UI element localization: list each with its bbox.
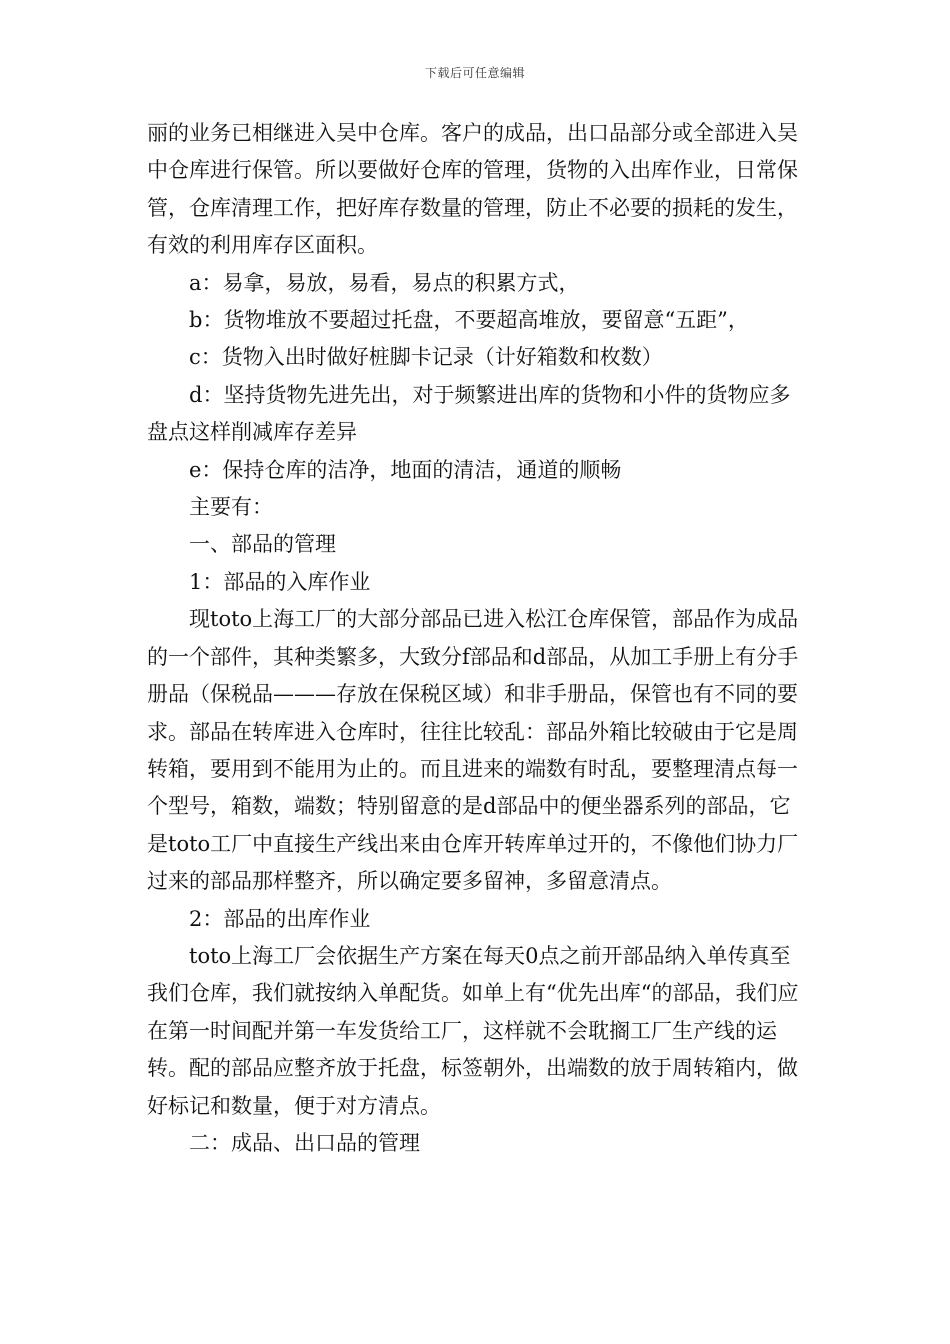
paragraph-item-a: a：易拿，易放，易看，易点的积累方式， (189, 270, 580, 295)
paragraph-item-e: e：保持仓库的洁净，地面的清洁，通道的顺畅 (189, 457, 622, 482)
subsection-heading-inbound: 1：部品的入库作业 (189, 569, 371, 594)
paragraph-intro: 丽的业务已相继进入吴中仓库。客户的成品，出口品部分或全部进入吴中仓库进行保管。所以要做好仓库的管理，货物的入出库作业，日常保管，仓库清理工作，把好库存数量的管理，防止不必要的损耗的发生，有效的利用库存区面积。 (147, 121, 798, 258)
page-header: 下载后可任意编辑 (424, 66, 525, 80)
document-body (147, 115, 811, 1162)
paragraph-outbound: toto上海工厂会依据生产方案在每天0点之前开部品纳入单传真至我们仓库，我们就按纳入单配货。如单上有“优先出库“的部品，我们应在第一时间配并第一车发货给工厂，这样就不会耽搁工厂生产线的运转。配的部品应整齐放于托盘，标签朝外，出端数的放于周转箱内，做好标记和数量，便于对方清点。 (147, 943, 799, 1118)
paragraph-main-heading: 主要有： (189, 495, 273, 520)
section-heading-finished-goods: 二：成品、出口品的管理 (189, 1130, 420, 1155)
paragraph-inbound: 现toto上海工厂的大部分部品已进入松江仓库保管，部品作为成品的一个部件，其种类繁多，大致分f部品和d部品，从加工手册上有分手册品（保税品———存放在保税区域）和非手册品，保管也有不同的要求。部品在转库进入仓库时，往往比较乱：部品外箱比较破由于它是周转箱，要用到不能用为止的。而且进来的端数有时乱，要整理清点每一个型号，箱数，端数；特别留意的是d部品中的便坐器系列的部品，它是toto工厂中直接生产线出来由仓库开转库单过开的，不像他们协力厂过来的部品那样整齐，所以确定要多留神，多留意清点。 (147, 607, 799, 894)
paragraph-item-c: c：货物入出时做好桩脚卡记录（计好箱数和枚数） (189, 345, 663, 370)
paragraph-item-d: d：坚持货物先进先出，对于频繁进出库的货物和小件的货物应多盘点这样削减库存差异 (147, 382, 791, 445)
paragraph-item-b: b：货物堆放不要超过托盘，不要超高堆放，要留意“五距”， (189, 308, 749, 333)
subsection-heading-outbound: 2：部品的出库作业 (189, 906, 371, 931)
section-heading-parts: 一、部品的管理 (189, 532, 336, 557)
